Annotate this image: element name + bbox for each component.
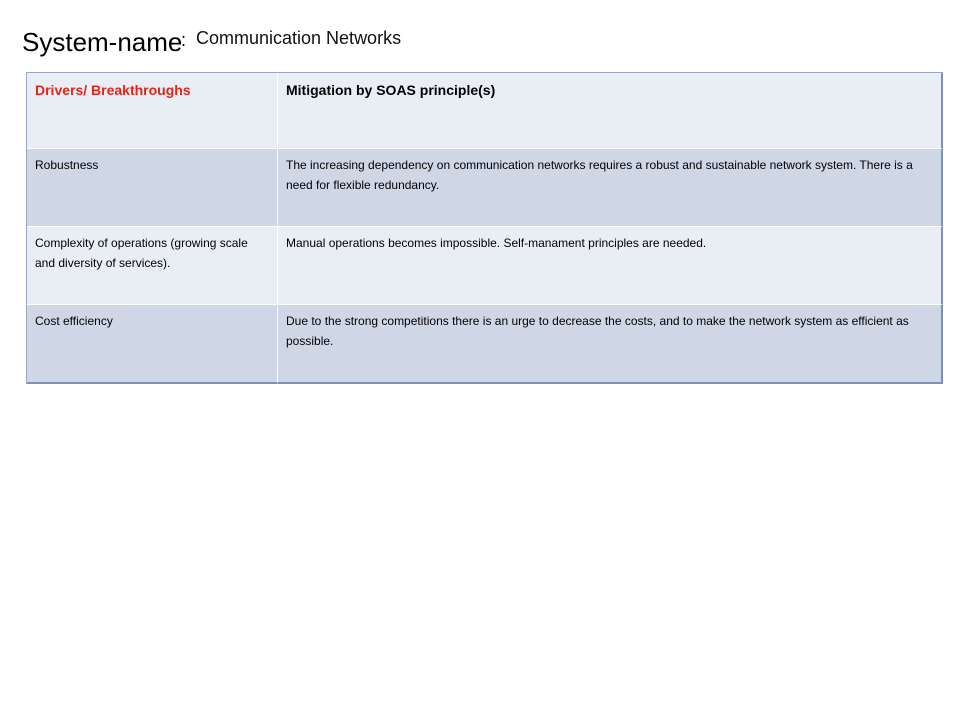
table-header-row xyxy=(27,73,943,149)
system-name-value: Communication Networks xyxy=(196,28,402,48)
driver-cell: Cost efficiency xyxy=(27,305,278,384)
table-row xyxy=(27,227,943,305)
title-colon: : xyxy=(181,30,187,50)
header-drivers: Drivers/ Breakthroughs xyxy=(27,73,278,149)
mitigation-cell: Manual operations becomes impossible. Self-manament principles are needed. xyxy=(278,227,943,305)
table-row xyxy=(27,149,943,227)
mitigation-cell: The increasing dependency on communication networks requires a robust and sustainable network system. There is a need for flexible redundancy. xyxy=(278,149,943,227)
driver-cell: Robustness xyxy=(27,149,278,227)
drivers-mitigation-table xyxy=(26,72,943,384)
header-mitigation: Mitigation by SOAS principle(s) xyxy=(278,73,943,149)
mitigation-cell: Due to the strong competitions there is an urge to decrease the costs, and to make the network system as efficient as possible. xyxy=(278,305,943,384)
table-row xyxy=(27,305,943,384)
driver-cell: Complexity of operations (growing scale and diversity of services). xyxy=(27,227,278,305)
system-name-label: System-name xyxy=(22,27,183,57)
